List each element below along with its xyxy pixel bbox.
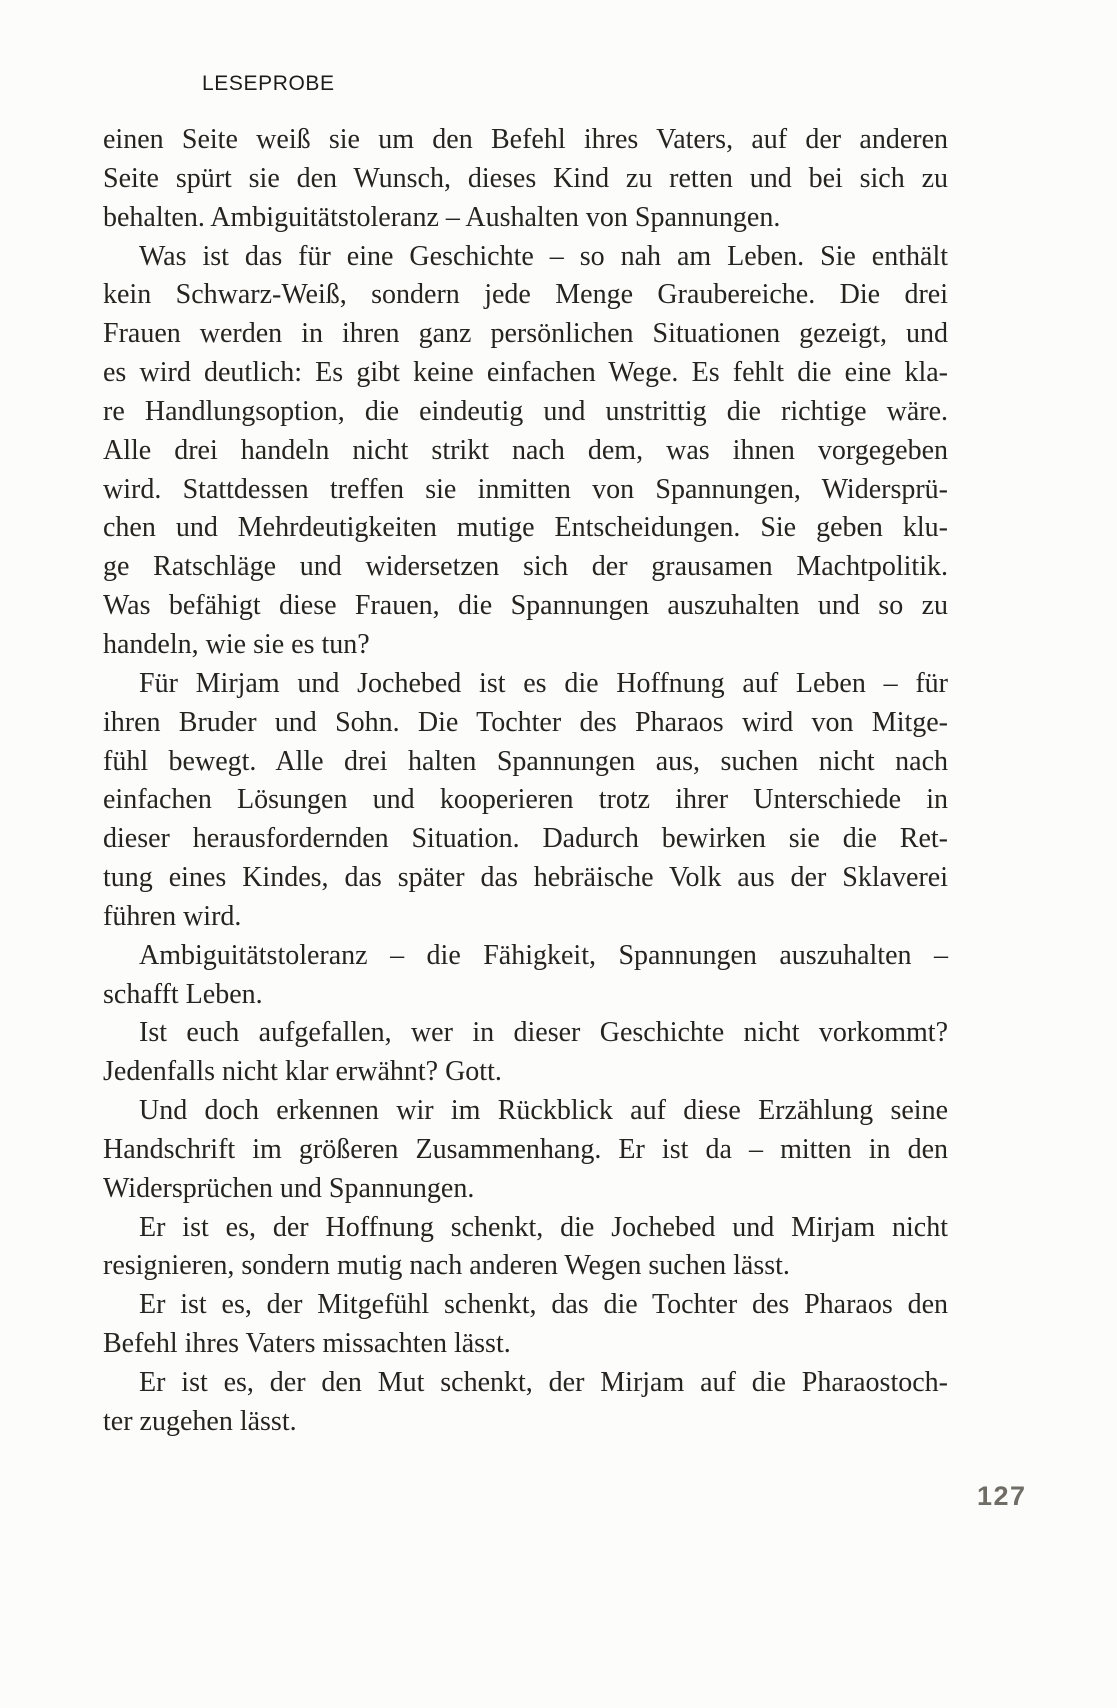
body-text [103,121,948,1442]
text-line: re Handlungsoption, die eindeutig und unstrittig die richtige wäre. [103,395,948,427]
text-line: einfachen Lösungen und kooperieren trotz ihrer Unterschiede in [103,784,948,816]
text-line: Seite spürt sie den Wunsch, dieses Kind zu retten und bei sich zu [103,162,948,194]
text-line: Er ist es, der den Mut schenkt, der Mirjam auf die Pharaostoch- [139,1367,948,1398]
text-line: Was ist das für eine Geschichte – so nah am Leben. Sie enthält [139,240,948,272]
text-line: es wird deutlich: Es gibt keine einfachen Wege. Es fehlt die eine kla- [103,357,948,389]
text-line: ter zugehen lässt. [103,1405,297,1437]
text-line: Ambiguitätstoleranz – die Fähigkeit, Spannungen auszuhalten – [139,939,948,971]
text-line: Und doch erkennen wir im Rückblick auf diese Erzählung seine [139,1095,948,1127]
text-line: dieser herausfordernden Situation. Dadurch bewirken sie die Ret- [103,823,948,855]
text-line: Er ist es, der Hoffnung schenkt, die Jochebed und Mirjam nicht [139,1211,948,1243]
text-line: resignieren, sondern mutig nach anderen Wegen suchen lässt. [103,1250,790,1282]
text-line: Ist euch aufgefallen, wer in dieser Geschichte nicht vorkommt? [139,1017,948,1049]
text-line: handeln, wie sie es tun? [103,628,370,660]
text-line: fühl bewegt. Alle drei halten Spannungen aus, suchen nicht nach [103,745,948,777]
text-line: Frauen werden in ihren ganz persönlichen Situationen gezeigt, und [103,318,948,350]
text-line: ge Ratschläge und widersetzen sich der grausamen Machtpolitik. [103,551,948,583]
text-line: Jedenfalls nicht klar erwähnt? Gott. [103,1056,502,1088]
text-line: Alle drei handeln nicht strikt nach dem, was ihnen vorgegeben [103,434,948,466]
text-line: kein Schwarz-Weiß, sondern jede Menge Graubereiche. Die drei [103,279,948,311]
text-line: Für Mirjam und Jochebed ist es die Hoffnung auf Leben – für [139,667,948,699]
text-line: schafft Leben. [103,978,263,1010]
text-line: einen Seite weiß sie um den Befehl ihres Vaters, auf der anderen [103,124,948,155]
text-line: tung eines Kindes, das später das hebräische Volk aus der Sklaverei [103,862,948,894]
page-number: 127 [977,1481,1027,1511]
text-line: Befehl ihres Vaters missachten lässt. [103,1328,511,1360]
text-line: behalten. Ambiguitätstoleranz – Aushalten von Spannungen. [103,201,781,233]
text-line: Er ist es, der Mitgefühl schenkt, das die Tochter des Pharaos den [139,1289,948,1321]
text-line: Handschrift im größeren Zusammenhang. Er ist da – mitten in den [103,1133,948,1165]
text-line: ihren Bruder und Sohn. Die Tochter des Pharaos wird von Mitge- [103,706,948,738]
section-heading: LESEPROBE [202,72,335,95]
text-line: wird. Stattdessen treffen sie inmitten von Spannungen, Widersprü- [103,473,948,505]
text-line: Widersprüchen und Spannungen. [103,1172,475,1204]
text-line: Was befähigt diese Frauen, die Spannungen auszuhalten und so zu [103,590,948,622]
text-line: führen wird. [103,900,242,932]
text-line: chen und Mehrdeutigkeiten mutige Entscheidungen. Sie geben klu- [103,512,948,544]
